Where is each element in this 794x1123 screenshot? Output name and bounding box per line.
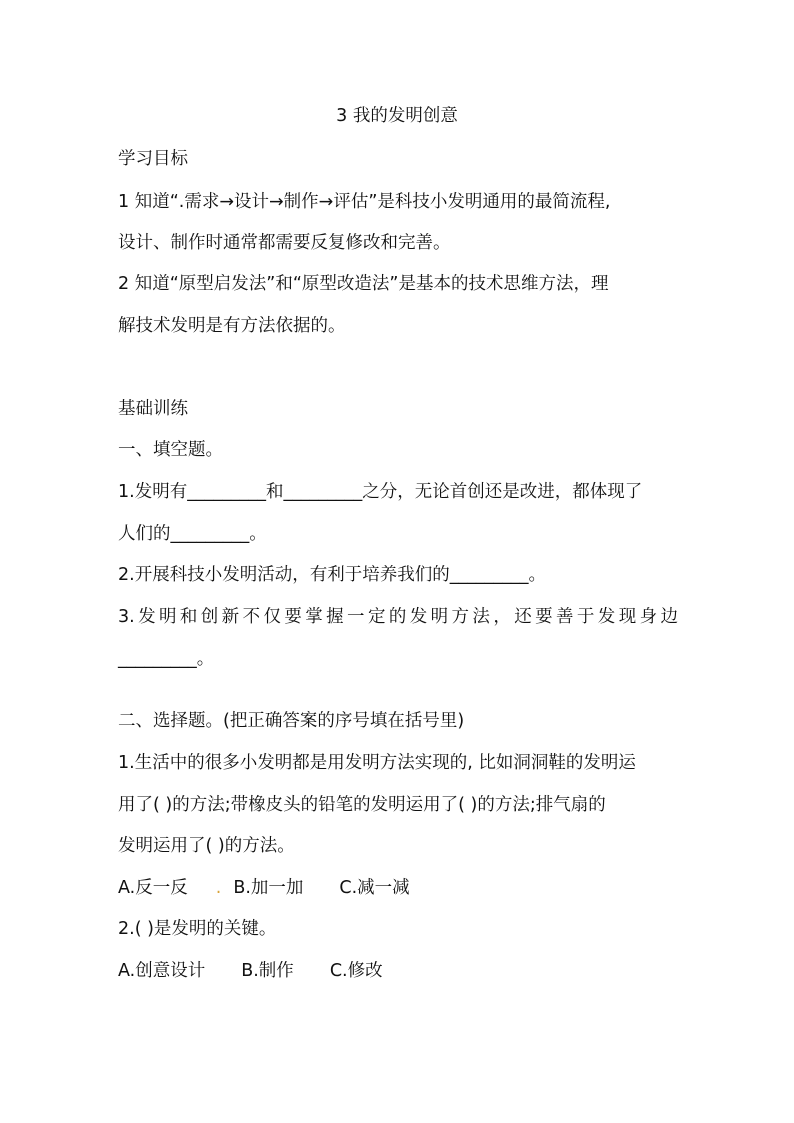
choice-question-1-line-1: 1.生活中的很多小发明都是用发明方法实现的, 比如洞洞鞋的发明运 [118,753,636,773]
fill-question-3-line-1: 3.发明和创新不仅要掌握一定的发明方法，还要善于发现身边 [118,607,678,627]
option-b: B.制作 [241,961,294,981]
choice-heading: 二、选择题。(把正确答案的序号填在括号里) [118,711,465,731]
fill-question-3-line-2: _________。 [118,649,215,669]
fill-in-heading: 一、填空题。 [118,440,223,460]
objective-2-line-2: 解技术发明是有方法依据的。 [118,316,346,336]
objectives-heading: 学习目标 [118,149,188,169]
option-b: B.加一加 [233,878,304,898]
objective-1-line-1: 1 知道“.需求→设计→制作→评估”是科技小发明通用的最简流程, [118,192,611,212]
choice-question-1-options [118,876,678,900]
fill-question-1-line-2: 人们的_________。 [118,524,267,544]
training-heading: 基础训练 [118,399,188,419]
option-a: A.创意设计 [118,961,206,981]
choice-question-1-line-3: 发明运用了( )的方法。 [118,836,295,856]
objective-2-line-1: 2 知道“原型启发法”和“原型改造法”是基本的技术思维方法，理 [118,274,609,294]
stray-dot-mark: . [215,878,222,898]
fill-question-2: 2.开展科技小发明活动，有利于培养我们的_________。 [118,565,546,585]
objective-1-line-2: 设计、制作时通常都需要反复修改和完善。 [118,233,451,253]
option-c: C.减一减 [339,878,410,898]
choice-question-2-options [118,959,678,983]
choice-question-2: 2.( )是发明的关键。 [118,919,277,939]
choice-question-1-line-2: 用了( )的方法;带橡皮头的铅笔的发明运用了( )的方法;排气扇的 [118,795,606,815]
option-a: A.反一反 [118,878,188,898]
fill-question-1-line-1: 1.发明有_________和_________之分，无论首创还是改进，都体现了 [118,482,643,502]
page-title: 3 我的发明创意 [336,106,458,126]
option-c: C.修改 [329,961,383,981]
